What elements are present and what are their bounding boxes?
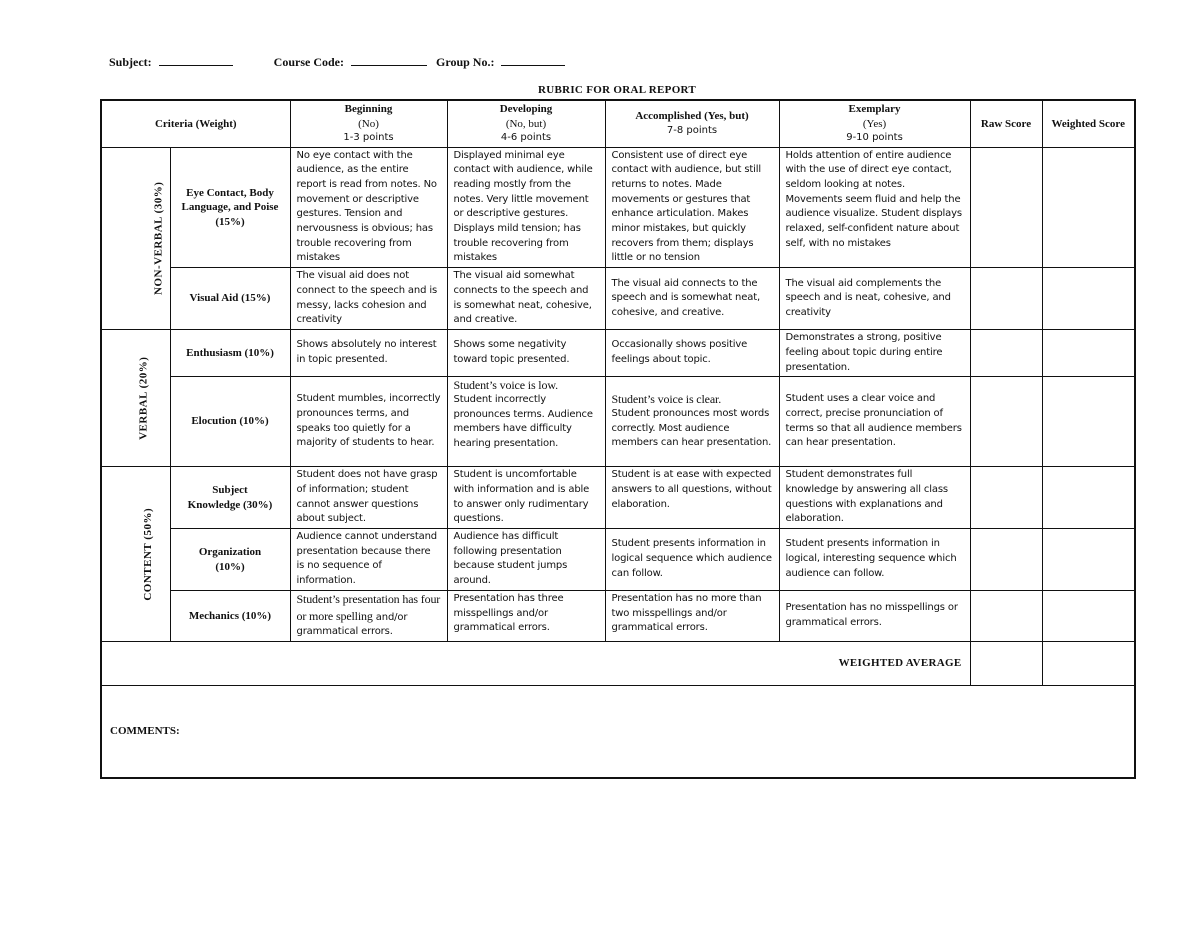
weighted-score-header: Weighted Score	[1042, 100, 1135, 147]
elocution-accomplished	[605, 377, 779, 467]
exemplary-header	[779, 100, 970, 147]
weighted-average-raw[interactable]	[970, 642, 1042, 686]
group-no-blank[interactable]	[501, 55, 565, 66]
exemplary-points: 9-10 points	[846, 132, 903, 143]
report-header	[109, 55, 565, 70]
group-nonverbal	[101, 147, 170, 330]
organization-developing: Audience has difficult following presentation because student jumps around.	[447, 529, 605, 591]
mechanics-beginning	[290, 591, 447, 642]
visual-aid-exemplary: The visual aid complements the speech and is neat, cohesive, and creativity	[779, 268, 970, 330]
table-row	[101, 467, 1135, 529]
eye-contact-weighted-score[interactable]	[1042, 147, 1135, 268]
eye-contact-raw-score[interactable]	[970, 147, 1042, 268]
subject-label: Subject:	[109, 55, 152, 69]
organization-line2: (10%)	[215, 560, 245, 573]
weighted-average-row	[101, 642, 1135, 686]
group-content	[101, 467, 170, 642]
mechanics-accomplished: Presentation has no more than two misspellings and/or grammatical errors.	[605, 591, 779, 642]
elocution-raw-score[interactable]	[970, 377, 1042, 467]
subject-knowledge-line1: Subject	[212, 484, 248, 497]
organization-weighted-score[interactable]	[1042, 529, 1135, 591]
elocution-beginning: Student mumbles, incorrectly pronounces terms, and speaks too quietly for a majority of students to hear.	[290, 377, 447, 467]
table-row	[101, 268, 1135, 330]
rubric-title: RUBRIC FOR ORAL REPORT	[537, 84, 697, 96]
subject-knowledge-exemplary: Student demonstrates full knowledge by answering all class questions with explanations and elaboration.	[779, 467, 970, 529]
elocution-developing-text: Student incorrectly pronounces terms. Audience members have difficulty hearing presentation.	[453, 393, 593, 450]
developing-header	[447, 100, 605, 147]
comments-row	[101, 686, 1135, 778]
visual-aid-beginning: The visual aid does not connect to the speech and is messy, lacks cohesion and creativity	[290, 268, 447, 330]
elocution-exemplary: Student uses a clear voice and correct, precise pronunciation of terms so that all audience members can hear presentation.	[779, 377, 970, 467]
enthusiasm-raw-score[interactable]	[970, 330, 1042, 377]
eye-contact-developing: Displayed minimal eye contact with audience, while reading mostly from the notes. Very little movement or descriptive gestures. Displays mild tension; has trouble recovering from mistakes	[447, 147, 605, 268]
developing-sub: (No, but)	[505, 117, 547, 130]
elocution-accomplished-text: Student pronounces most words correctly. Most audience members can hear presentation.	[611, 408, 772, 449]
table-row	[101, 330, 1135, 377]
table-row	[101, 377, 1135, 467]
mechanics-beginning-text: and/or grammatical errors.	[296, 611, 408, 638]
table-row	[101, 591, 1135, 642]
criterion-enthusiasm: Enthusiasm (10%)	[170, 330, 290, 377]
mechanics-exemplary: Presentation has no misspellings or grammatical errors.	[779, 591, 970, 642]
organization-beginning: Audience cannot understand presentation because there is no sequence of information.	[290, 529, 447, 591]
subject-knowledge-developing: Student is uncomfortable with information and is able to answer only rudimentary questions.	[447, 467, 605, 529]
enthusiasm-accomplished: Occasionally shows positive feelings about topic.	[605, 330, 779, 377]
enthusiasm-beginning: Shows absolutely no interest in topic presented.	[290, 330, 447, 377]
subject-knowledge-raw-score[interactable]	[970, 467, 1042, 529]
organization-line1: Organization	[198, 546, 262, 559]
organization-accomplished: Student presents information in logical sequence which audience can follow.	[605, 529, 779, 591]
beginning-header	[290, 100, 447, 147]
beginning-sub: (No)	[358, 117, 379, 130]
accomplished-header	[605, 100, 779, 147]
group-content-label: CONTENT (50%)	[142, 507, 155, 601]
group-no-label: Group No.:	[436, 55, 495, 69]
criterion-eye-contact: Eye Contact, Body Language, and Poise (15%)	[170, 147, 290, 268]
criterion-organization	[170, 529, 290, 591]
header-row	[101, 100, 1135, 147]
table-row	[101, 147, 1135, 268]
subject-knowledge-line2: Knowledge (30%)	[187, 498, 273, 511]
group-verbal-label: VERBAL (20%)	[137, 356, 150, 440]
enthusiasm-weighted-score[interactable]	[1042, 330, 1135, 377]
exemplary-sub: (Yes)	[862, 117, 887, 130]
enthusiasm-developing: Shows some negativity toward topic presented.	[447, 330, 605, 377]
beginning-title: Beginning	[344, 103, 393, 115]
developing-title: Developing	[499, 103, 553, 115]
criterion-mechanics: Mechanics (10%)	[170, 591, 290, 642]
criterion-subject-knowledge	[170, 467, 290, 529]
raw-score-header: Raw Score	[970, 100, 1042, 147]
subject-blank[interactable]	[159, 55, 233, 66]
group-verbal	[101, 330, 170, 467]
elocution-accomplished-lead: Student’s voice is clear.	[611, 392, 722, 407]
mechanics-developing: Presentation has three misspellings and/or grammatical errors.	[447, 591, 605, 642]
rubric-table	[100, 99, 1136, 779]
visual-aid-weighted-score[interactable]	[1042, 268, 1135, 330]
subject-knowledge-accomplished: Student is at ease with expected answers to all questions, without elaboration.	[605, 467, 779, 529]
weighted-average-label: WEIGHTED AVERAGE	[101, 642, 970, 686]
visual-aid-accomplished: The visual aid connects to the speech and is somewhat neat, cohesive, and creative.	[605, 268, 779, 330]
weighted-average-value[interactable]	[1042, 642, 1135, 686]
eye-contact-accomplished: Consistent use of direct eye contact with audience, but still returns to notes. Made movements or gestures that enhance articulation. Makes minor mistakes, but quickly recovers from them; displays little or no tension	[605, 147, 779, 268]
beginning-points: 1-3 points	[343, 132, 394, 143]
mechanics-weighted-score[interactable]	[1042, 591, 1135, 642]
visual-aid-raw-score[interactable]	[970, 268, 1042, 330]
accomplished-title: Accomplished (Yes, but)	[635, 110, 749, 123]
subject-knowledge-beginning: Student does not have grasp of information; student cannot answer questions about subject.	[290, 467, 447, 529]
eye-contact-beginning: No eye contact with the audience, as the entire report is read from notes. No movement or descriptive gestures. Tension and nervousness is obvious; has trouble recovering from mistakes	[290, 147, 447, 268]
mechanics-raw-score[interactable]	[970, 591, 1042, 642]
subject-knowledge-weighted-score[interactable]	[1042, 467, 1135, 529]
table-row	[101, 529, 1135, 591]
elocution-developing	[447, 377, 605, 467]
enthusiasm-exemplary: Demonstrates a strong, positive feeling about topic during entire presentation.	[779, 330, 970, 377]
mechanics-beginning-lead: Student’s presentation has four or more spelling	[296, 592, 441, 623]
organization-exemplary: Student presents information in logical, interesting sequence which audience can follow.	[779, 529, 970, 591]
course-code-label: Course Code:	[273, 55, 344, 69]
criterion-elocution: Elocution (10%)	[170, 377, 290, 467]
group-nonverbal-label: NON-VERBAL (30%)	[152, 181, 165, 296]
comments-label[interactable]: COMMENTS:	[101, 686, 1135, 778]
exemplary-title: Exemplary	[848, 103, 901, 115]
elocution-weighted-score[interactable]	[1042, 377, 1135, 467]
organization-raw-score[interactable]	[970, 529, 1042, 591]
eye-contact-exemplary: Holds attention of entire audience with the use of direct eye contact, seldom looking at notes. Movements seem fluid and help the audience visualize. Student displays relaxed, self-confident nature about self, with no mistakes	[779, 147, 970, 268]
criterion-visual-aid: Visual Aid (15%)	[170, 268, 290, 330]
criteria-header: Criteria (Weight)	[101, 100, 290, 147]
course-code-blank[interactable]	[351, 55, 427, 66]
accomplished-points: 7-8 points	[666, 124, 718, 136]
visual-aid-developing: The visual aid somewhat connects to the speech and is somewhat neat, cohesive, and creative.	[447, 268, 605, 330]
developing-points: 4-6 points	[500, 132, 552, 143]
elocution-developing-lead: Student’s voice is low.	[453, 378, 558, 393]
